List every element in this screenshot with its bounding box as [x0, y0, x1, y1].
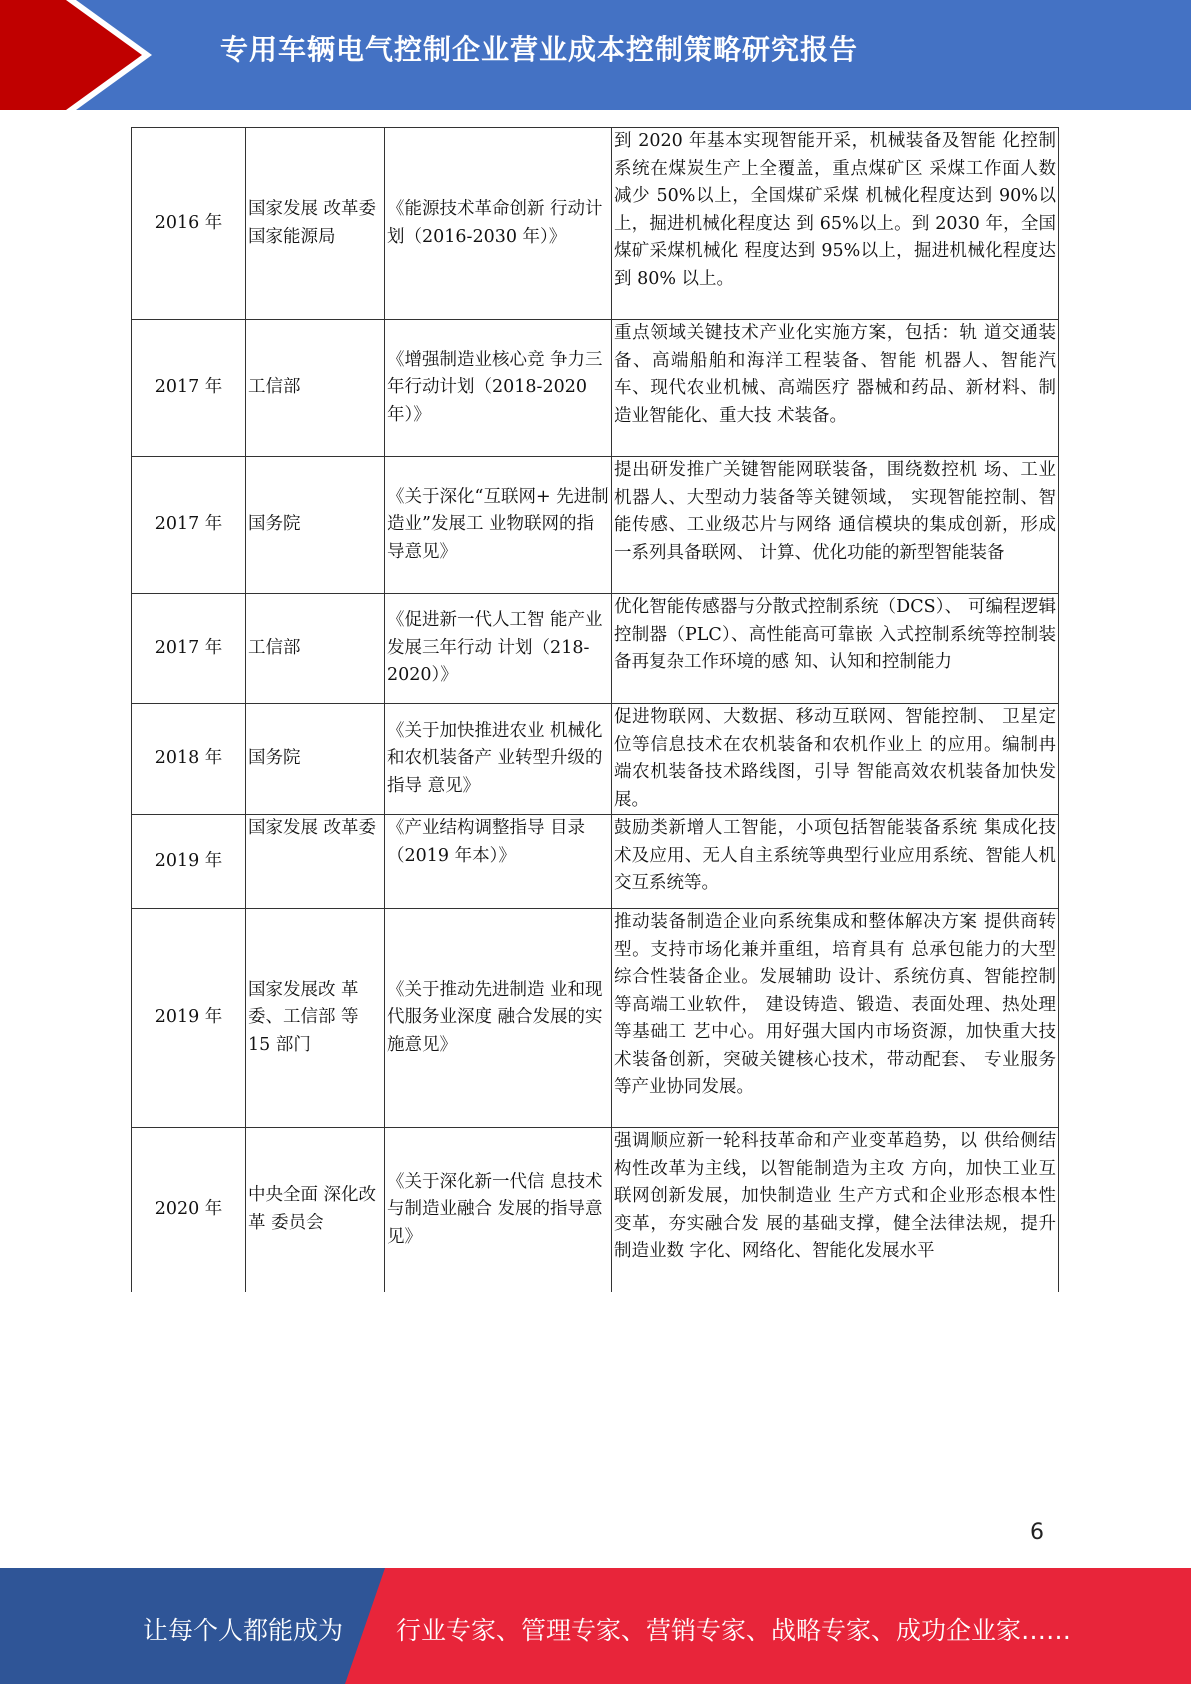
table-row: [132, 1128, 1059, 1292]
department-cell: 工信部: [246, 594, 385, 704]
description-cell: 重点领域关键技术产业化实施方案，包括：轨 道交通装备、高端船舶和海洋工程装备、智能 机器人、智能汽车、现代农业机械、高端医疗 器械和药品、新材料、制造业智能化、重大技 术装备。: [612, 320, 1059, 457]
document-cell: 《产业结构调整指导 目录（2019 年本）》: [385, 815, 612, 909]
year-cell: 2017 年: [132, 320, 246, 457]
document-cell: 《关于深化“互联网+ 先进制造业”发展工 业物联网的指导意见》: [385, 457, 612, 594]
document-cell: 《关于推动先进制造 业和现代服务业深度 融合发展的实施意见》: [385, 909, 612, 1128]
year-cell: 2020 年: [132, 1128, 246, 1292]
description-cell: 到 2020 年基本实现智能开采，机械装备及智能 化控制系统在煤炭生产上全覆盖，重点煤矿区 采煤工作面人数减少 50%以上，全国煤矿采煤 机械化程度达到 90%以上，掘进机械化程度达 到 65%以上。到 2030 年，全国煤矿采煤机械化 程度达到 95%以上，掘进机械化程度达到 80% 以上。: [612, 128, 1059, 320]
document-cell: 《关于加快推进农业 机械化和农机装备产 业转型升级的指导 意见》: [385, 704, 612, 815]
page-footer: [0, 1568, 1191, 1684]
header-red-arrow: [0, 0, 150, 110]
year-cell: 2017 年: [132, 594, 246, 704]
table-row: [132, 128, 1059, 320]
table-row: [132, 909, 1059, 1128]
footer-slogan-right: 行业专家、管理专家、营销专家、战略专家、成功企业家……: [396, 1616, 1072, 1645]
year-cell: 2019 年: [132, 815, 246, 909]
document-cell: 《关于深化新一代信 息技术与制造业融合 发展的指导意见》: [385, 1128, 612, 1292]
policy-table: [131, 127, 1059, 1292]
table-row: [132, 815, 1059, 909]
description-cell: 强调顺应新一轮科技革命和产业变革趋势，以 供给侧结构性改革为主线，以智能制造为主攻 方向，加快工业互联网创新发展，加快制造业 生产方式和企业形态根本性变革，夯实融合发 展的基础支撑，健全法律法规，提升制造业数 字化、网络化、智能化发展水平: [612, 1128, 1059, 1292]
department-cell: 中央全面 深化改革 委员会: [246, 1128, 385, 1292]
document-cell: 《促进新一代人工智 能产业发展三年行动 计划（218-2020）》: [385, 594, 612, 704]
department-cell: 国家发展改 革委、工信部 等 15 部门: [246, 909, 385, 1128]
page-number: 6: [1030, 1520, 1044, 1545]
footer-slogan-left: 让每个人都能成为: [143, 1616, 344, 1645]
document-cell: 《增强制造业核心竞 争力三年行动计划（2018-2020 年）》: [385, 320, 612, 457]
table-row: [132, 594, 1059, 704]
department-cell: 工信部: [246, 320, 385, 457]
year-cell: 2018 年: [132, 704, 246, 815]
department-cell: 国务院: [246, 704, 385, 815]
description-cell: 促进物联网、大数据、移动互联网、智能控制、 卫星定位等信息技术在农机装备和农机作业上 的应用。编制冉端农机装备技术路线图，引导 智能高效农机装备加快发展。: [612, 704, 1059, 815]
description-cell: 提出研发推广关键智能网联装备，围绕数控机 场、工业机器人、大型动力装备等关键领域， 实现智能控制、智能传感、工业级芯片与网络 通信模块的集成创新，形成一系列具备联网、 计算、优化功能的新型智能装备: [612, 457, 1059, 594]
table-row: [132, 704, 1059, 815]
department-cell: 国家发展 改革委 国家能源局: [246, 128, 385, 320]
table-row: [132, 320, 1059, 457]
report-title: 专用车辆电气控制企业营业成本控制策略研究报告: [220, 33, 859, 66]
table-row: [132, 457, 1059, 594]
description-cell: 鼓励类新增人工智能，小项包括智能装备系统 集成化技术及应用、无人自主系统等典型行业应用系统、智能人机交互系统等。: [612, 815, 1059, 909]
year-cell: 2019 年: [132, 909, 246, 1128]
description-cell: 优化智能传感器与分散式控制系统（DCS）、 可编程逻辑控制器（PLC）、高性能高可靠嵌 入式控制系统等控制装备再复杂工作环境的感 知、认知和控制能力: [612, 594, 1059, 704]
year-cell: 2017 年: [132, 457, 246, 594]
department-cell: 国家发展 改革委: [246, 815, 385, 909]
department-cell: 国务院: [246, 457, 385, 594]
description-cell: 推动装备制造企业向系统集成和整体解决方案 提供商转型。支持市场化兼并重组，培育具有 总承包能力的大型综合性装备企业。发展辅助 设计、系统仿真、智能控制等高端工业软件， 建设铸造、锻造、表面处理、热处理等基础工 艺中心。用好强大国内市场资源，加快重大技 术装备创新，突破关键核心技术，带动配套、 专业服务等产业协同发展。: [612, 909, 1059, 1128]
year-cell: 2016 年: [132, 128, 246, 320]
document-cell: 《能源技术革命创新 行动计划（2016-2030 年）》: [385, 128, 612, 320]
page-header: [0, 0, 1191, 110]
